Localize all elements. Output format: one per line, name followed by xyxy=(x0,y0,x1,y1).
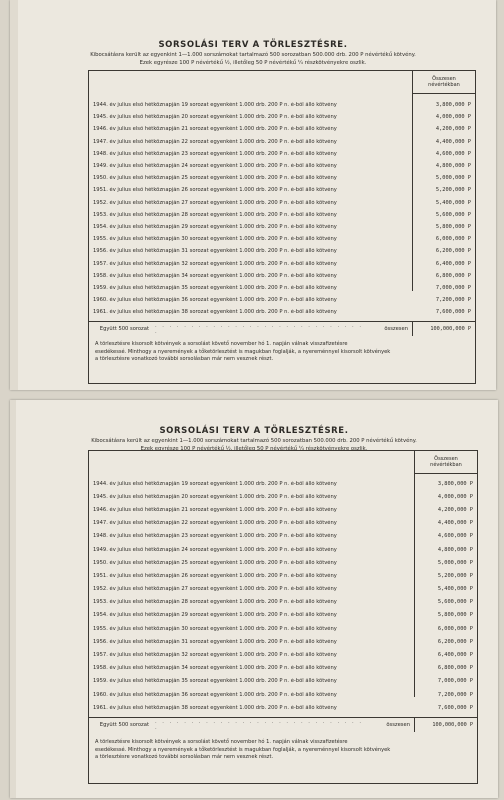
table-row: 1946. év julius első hétköznapján 21 sorozat egyenként 1.000 drb. 200 P n. é-ből álló kötvény 4,200,000 P xyxy=(93,506,473,513)
table-row: 1961. év julius első hétköznapján 38 sorozat egyenként 1.000 drb. 200 P n. é-ből álló kötvény 7,600,000 P xyxy=(93,704,473,711)
total-amount: 100,000,000 P xyxy=(412,322,475,336)
table-row: 1948. év julius első hétköznapján 23 sorozat egyenként 1.000 drb. 200 P n. é-ből álló kötvény 4,600,000 P xyxy=(93,533,473,540)
document-title: SORSOLÁSI TERV A TÖRLESZTÉSRE. xyxy=(159,426,349,436)
table-row: 1961. év julius első hétköznapján 38 sorozat egyenként 1.000 drb. 200 P n. é-ből álló kötvény 7,600,000 P xyxy=(93,309,471,316)
table-row: 1952. év julius első hétköznapján 27 sorozat egyenként 1.000 drb. 200 P n. é-ből álló kötvény 5,400,000 P xyxy=(93,199,471,206)
table-row: 1947. év julius első hétköznapján 22 sorozat egyenként 1.000 drb. 200 P n. é-ből álló kötvény 4,400,000 P xyxy=(93,138,471,145)
table-row: 1954. év julius első hétköznapján 29 sorozat egyenként 1.000 drb. 200 P n. é-ből álló kötvény 5,800,000 P xyxy=(93,612,473,619)
document-subtitle-line2: Ezek egyrésze 100 P névértékű ½, illetőleg 50 P névértékű ¼ részkötvényekre oszlik. xyxy=(139,60,367,66)
table-row: 1947. év julius első hétköznapján 22 sorozat egyenként 1.000 drb. 200 P n. é-ből álló kötvény 4,400,000 P xyxy=(93,520,473,527)
document-header xyxy=(10,40,496,66)
paper-edge-stain xyxy=(10,400,16,798)
document-sheet-bottom xyxy=(10,400,498,798)
document-subtitle-line2: Ezek egyrésze 100 P névértékű ½, illetőleg 50 P névértékű ¼ részkötvényekre oszlik. xyxy=(140,446,368,452)
schedule-rows xyxy=(93,477,477,714)
table-row: 1955. év julius első hétköznapján 30 sorozat egyenként 1.000 drb. 200 P n. é-ből álló kötvény 6,000,000 P xyxy=(93,236,471,243)
table-row: 1945. év julius első hétköznapján 20 sorozat egyenként 1.000 drb. 200 P n. é-ből álló kötvény 4,000,000 P xyxy=(93,493,473,500)
table-row: 1950. év julius első hétköznapján 25 sorozat egyenként 1.000 drb. 200 P n. é-ből álló kötvény 5,000,000 P xyxy=(93,559,473,566)
table-row: 1951. év julius első hétköznapján 26 sorozat egyenként 1.000 drb. 200 P n. é-ből álló kötvény 5,200,000 P xyxy=(93,187,471,194)
total-word: összesen xyxy=(384,326,408,332)
table-row: 1955. év julius első hétköznapján 30 sorozat egyenként 1.000 drb. 200 P n. é-ből álló kötvény 6,000,000 P xyxy=(93,625,473,632)
table-row: 1951. év julius első hétköznapján 26 sorozat egyenként 1.000 drb. 200 P n. é-ből álló kötvény 5,200,000 P xyxy=(93,572,473,579)
note-line: A törlesztésre kisorsolt kötvények a sorsolást követő november hó 1. napján válnak visszafizetésre xyxy=(95,341,348,347)
table-row: 1948. év julius első hétköznapján 23 sorozat egyenként 1.000 drb. 200 P n. é-ből álló kötvény 4,600,000 P xyxy=(93,150,471,157)
column-header-line1: Összesen xyxy=(432,75,456,82)
table-row: 1949. év julius első hétköznapján 24 sorozat egyenként 1.000 drb. 200 P n. é-ből álló kötvény 4,800,000 P xyxy=(93,163,471,170)
note-line: a törlesztésre vonatkozó további sorsolásban már nem vesznek részt. xyxy=(95,754,274,760)
table-row: 1959. év julius első hétköznapján 35 sorozat egyenként 1.000 drb. 200 P n. é-ből álló kötvény 7,000,000 P xyxy=(93,678,473,685)
document-header xyxy=(10,426,498,452)
document-subtitle-line1: Kibocsátásra került az egyenkint 1—1.000 sorszámokat tartalmazó 500 sorozatban 500.000 drb. 200 P névértékű kötvény. xyxy=(91,438,417,444)
total-leader-dots: . . . . . . . . . . . . . . . . . . . . . . . . . . . . . . xyxy=(155,719,363,731)
table-row: 1959. év julius első hétköznapján 35 sorozat egyenként 1.000 drb. 200 P n. é-ből álló kötvény 7,000,000 P xyxy=(93,284,471,291)
table-row: 1960. év julius első hétköznapján 36 sorozat egyenként 1.000 drb. 200 P n. é-ből álló kötvény 7,200,000 P xyxy=(93,297,471,304)
table-row: 1960. év julius első hétköznapján 36 sorozat egyenként 1.000 drb. 200 P n. é-ből álló kötvény 7,200,000 P xyxy=(93,691,473,698)
table-row: 1953. év julius első hétköznapján 28 sorozat egyenként 1.000 drb. 200 P n. é-ből álló kötvény 5,600,000 P xyxy=(93,599,473,606)
column-header-line1: Összesen xyxy=(434,455,458,462)
table-row: 1957. év julius első hétköznapján 32 sorozat egyenként 1.000 drb. 200 P n. é-ből álló kötvény 6,400,000 P xyxy=(93,260,471,267)
table-row: 1944. év julius első hétköznapján 19 sorozat egyenként 1.000 drb. 200 P n. é-ből álló kötvény 3,800,000 P xyxy=(93,102,471,109)
table-row: 1958. év julius első hétköznapján 34 sorozat egyenként 1.000 drb. 200 P n. é-ből álló kötvény 6,800,000 P xyxy=(93,272,471,279)
column-header-line2: névértékban xyxy=(430,462,462,468)
table-row: 1958. év julius első hétköznapján 34 sorozat egyenként 1.000 drb. 200 P n. é-ből álló kötvény 6,800,000 P xyxy=(93,665,473,672)
document-subtitle-line1: Kibocsátásra került az egyenkint 1—1.000 sorszámokat tartalmazó 500 sorozatban 500.000 drb. 200 P névértékű kötvény. xyxy=(90,52,416,58)
table-row: 1946. év julius első hétköznapján 21 sorozat egyenként 1.000 drb. 200 P n. é-ből álló kötvény 4,200,000 P xyxy=(93,126,471,133)
total-label: Együtt 500 sorozat xyxy=(99,326,149,332)
schedule-rows xyxy=(93,99,475,318)
total-label: Együtt 500 sorozat xyxy=(99,722,149,728)
schedule-table xyxy=(88,450,478,784)
table-row: 1949. év julius első hétköznapján 24 sorozat egyenként 1.000 drb. 200 P n. é-ből álló kötvény 4,800,000 P xyxy=(93,546,473,553)
table-row: 1952. év julius első hétköznapján 27 sorozat egyenként 1.000 drb. 200 P n. é-ből álló kötvény 5,400,000 P xyxy=(93,586,473,593)
total-leader-dots: . . . . . . . . . . . . . . . . . . . . . . . . . . . . . . xyxy=(155,323,363,335)
total-row xyxy=(89,717,477,732)
note-line: a törlesztésre vonatkozó további sorsolásban már nem vesznek részt. xyxy=(95,356,274,362)
table-row: 1956. év julius első hétköznapján 31 sorozat egyenként 1.000 drb. 200 P n. é-ből álló kötvény 6,200,000 P xyxy=(93,638,473,645)
schedule-table xyxy=(88,70,476,384)
note-line: esedékessé. Minthogy a nyeremények a tőketörlesztést is magukban foglalják, a nyereménnyel kisorsolt kötvények xyxy=(95,746,391,753)
table-row: 1957. év julius első hétköznapján 32 sorozat egyenként 1.000 drb. 200 P n. é-ből álló kötvény 6,400,000 P xyxy=(93,652,473,659)
document-title: SORSOLÁSI TERV A TÖRLESZTÉSRE. xyxy=(158,40,348,50)
note-line: A törlesztésre kisorsolt kötvények a sorsolást követő november hó 1. napján válnak visszafizetésre xyxy=(95,739,348,745)
table-row: 1950. év julius első hétköznapján 25 sorozat egyenként 1.000 drb. 200 P n. é-ből álló kötvény 5,000,000 P xyxy=(93,175,471,182)
total-amount: 100,000,000 P xyxy=(414,718,477,732)
total-column-header xyxy=(412,71,475,94)
total-word: összesen xyxy=(386,722,410,728)
table-row: 1945. év julius első hétköznapján 20 sorozat egyenként 1.000 drb. 200 P n. é-ből álló kötvény 4,000,000 P xyxy=(93,114,471,121)
table-row: 1956. év julius első hétköznapján 31 sorozat egyenként 1.000 drb. 200 P n. é-ből álló kötvény 6,200,000 P xyxy=(93,248,471,255)
total-row xyxy=(89,321,475,336)
total-column-header xyxy=(414,451,477,474)
redemption-note xyxy=(95,341,469,364)
table-row: 1953. év julius első hétköznapján 28 sorozat egyenként 1.000 drb. 200 P n. é-ből álló kötvény 5,600,000 P xyxy=(93,211,471,218)
column-header-line2: névértékban xyxy=(428,82,460,88)
document-sheet-top xyxy=(10,0,496,390)
note-line: esedékessé. Minthogy a nyeremények a tőketörlesztést is magukban foglalják, a nyereménnyel kisorsolt kötvények xyxy=(95,348,391,355)
table-row: 1944. év julius első hétköznapján 19 sorozat egyenként 1.000 drb. 200 P n. é-ből álló kötvény 3,800,000 P xyxy=(93,480,473,487)
table-row: 1954. év julius első hétköznapján 29 sorozat egyenként 1.000 drb. 200 P n. é-ből álló kötvény 5,800,000 P xyxy=(93,223,471,230)
redemption-note xyxy=(95,739,471,762)
